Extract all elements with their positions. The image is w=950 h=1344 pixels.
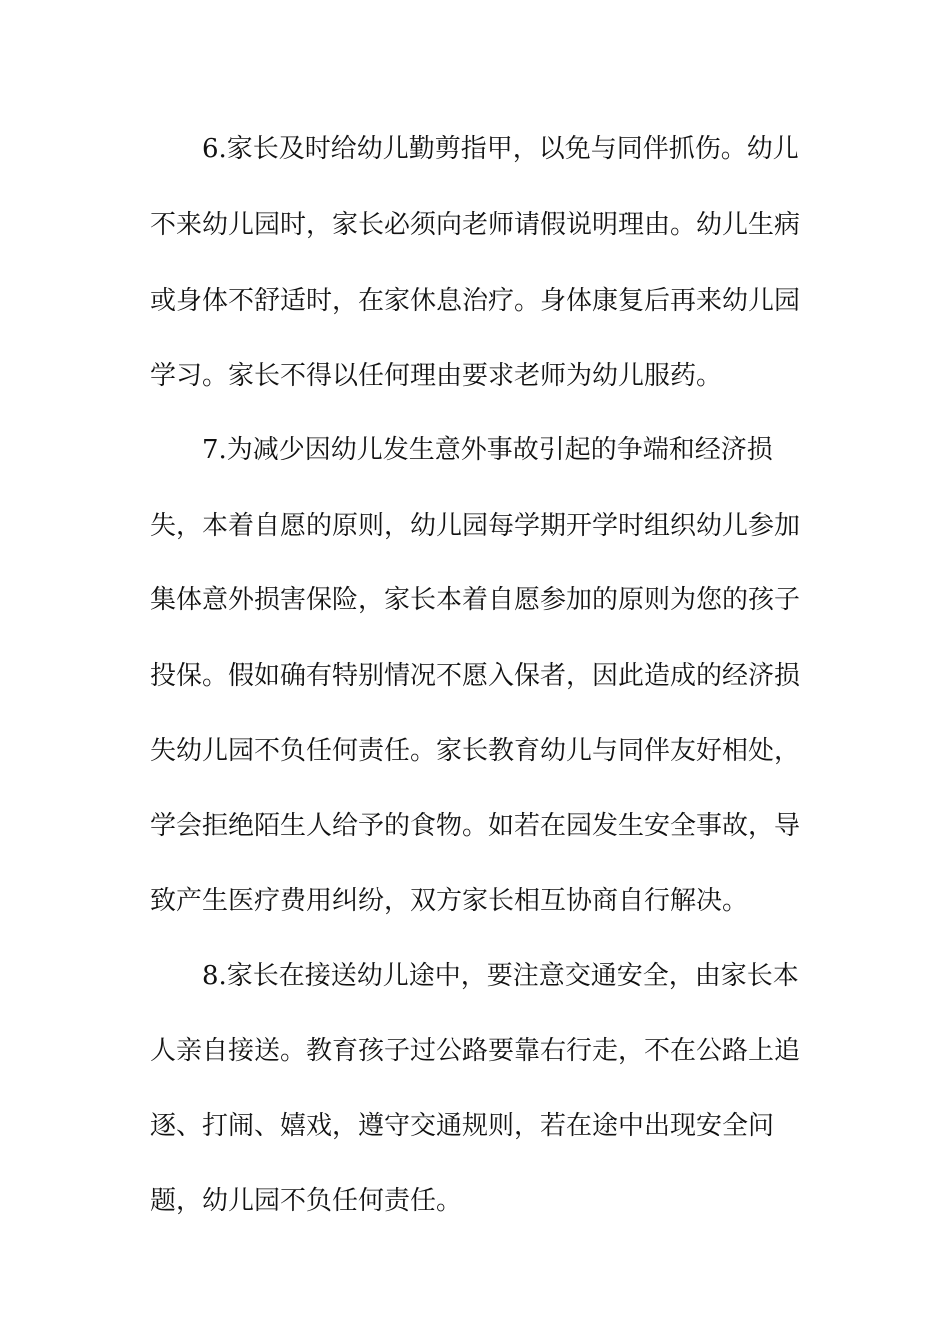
paragraph-8-line-1: 8.家长在接送幼儿途中，要注意交通安全，由家长本 (202, 961, 799, 991)
paragraph-7-line-6: 学会拒绝陌生人给予的食物。如若在园发生安全事故，导 (150, 811, 801, 841)
paragraph-7-line-4: 投保。假如确有特别情况不愿入保者，因此造成的经济损 (150, 661, 801, 691)
paragraph-7-line-1: 7.为减少因幼儿发生意外事故引起的争端和经济损 (202, 435, 773, 465)
paragraph-7-line-3: 集体意外损害保险，家长本着自愿参加的原则为您的孩子 (150, 585, 801, 615)
paragraph-7-line-2: 失，本着自愿的原则，幼儿园每学期开学时组织幼儿参加 (150, 511, 801, 541)
paragraph-6-line-1: 6.家长及时给幼儿勤剪指甲，以免与同伴抓伤。幼儿 (202, 134, 799, 164)
paragraph-6-line-4: 学习。家长不得以任何理由要求老师为幼儿服药。 (150, 361, 723, 391)
paragraph-7-line-7: 致产生医疗费用纠纷，双方家长相互协商自行解决。 (150, 886, 749, 916)
paragraph-6-line-3: 或身体不舒适时，在家休息治疗。身体康复后再来幼儿园 (150, 286, 801, 316)
paragraph-6-line-2: 不来幼儿园时，家长必须向老师请假说明理由。幼儿生病 (150, 210, 801, 240)
paragraph-8-line-4: 题，幼儿园不负任何责任。 (150, 1186, 463, 1216)
paragraph-8-line-2: 人亲自接送。教育孩子过公路要靠右行走，不在公路上追 (150, 1036, 801, 1066)
paragraph-7-line-5: 失幼儿园不负任何责任。家长教育幼儿与同伴友好相处， (150, 736, 801, 766)
paragraph-8-line-3: 逐、打闹、嬉戏，遵守交通规则，若在途中出现安全问 (150, 1111, 775, 1141)
